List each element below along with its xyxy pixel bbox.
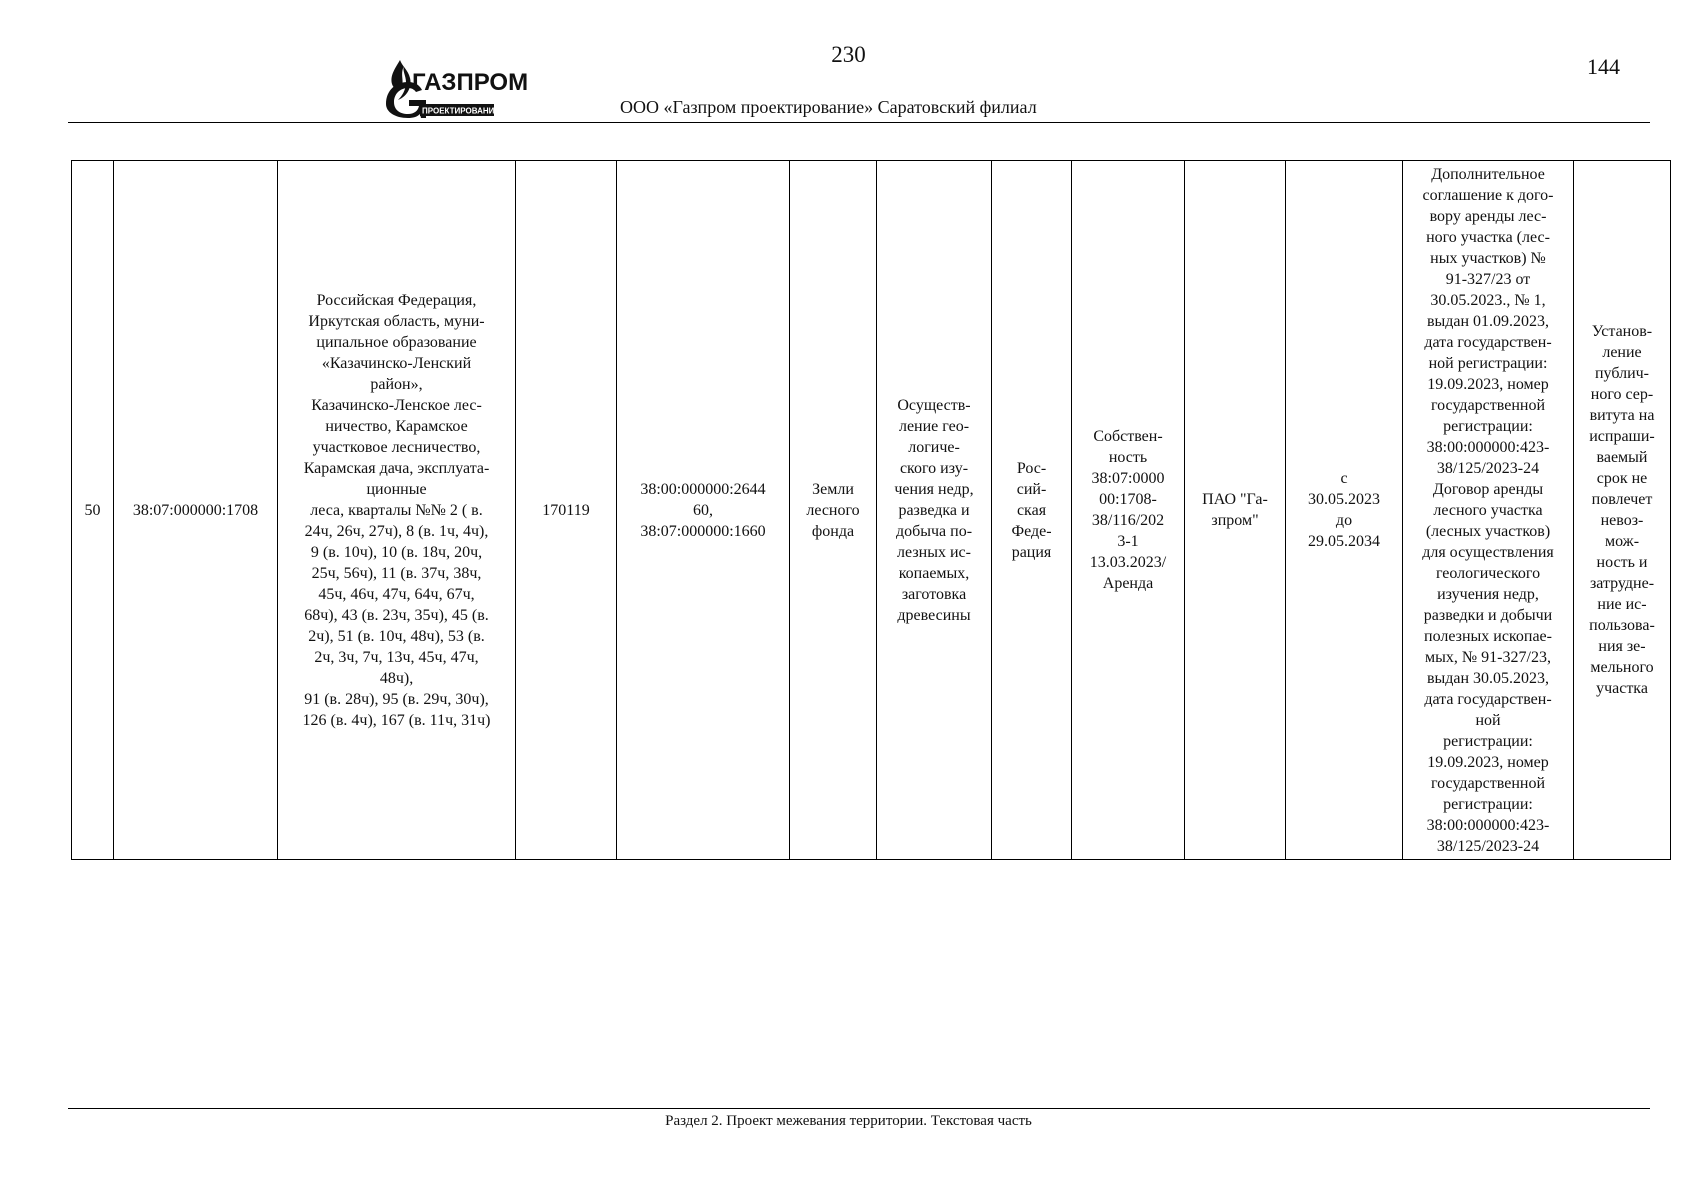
footer-section-title: Раздел 2. Проект межевания территории. Текстовая часть — [665, 1113, 1032, 1129]
svg-text:ГАЗПРОМ: ГАЗПРОМ — [412, 69, 529, 96]
svg-text:ПРОЕКТИРОВАНИЕ: ПРОЕКТИРОВАНИЕ — [422, 106, 500, 116]
cell-area: 170119 — [516, 161, 617, 860]
gazprom-flame-icon — [382, 56, 529, 118]
cell-related-cadastral: 38:00:000000:2644 60, 38:07:000000:1660 — [617, 161, 790, 860]
cell-right-type: Собствен- ность 38:07:0000 00:1708- 38/116/202 3-1 13.03.2023/ Аренда — [1072, 161, 1185, 860]
cell-owner: Рос- сий- ская Феде- рация — [992, 161, 1072, 860]
cell-address: Российская Федерация, Иркутская область, муни- ципальное образование «Казачинско-Ленский район», Казачинско-Ленское лес- ничество, Карамское участковое лесничество, Карамская дача, эксплуата- ционные леса, кварталы №№ 2 ( в. 24ч, 26ч, 27ч), 8 (в. 1ч, 4ч), 9 (в. 10ч), 10 (в. 18ч, 20ч, 25ч, 56ч), 11 (в. 37ч, 38ч, 45ч, 46ч, 47ч, 64ч, 67ч, 68ч), 43 (в. 23ч, 35ч), 45 (в. 2ч), 51 (в. 10ч, 48ч), 53 (в. 2ч, 3ч, 7ч, 13ч, 45ч, 47ч, 48ч), 91 (в. 28ч), 95 (в. 29ч, 30ч), 126 (в. 4ч), 167 (в. 11ч, 31ч) — [278, 161, 516, 860]
cell-permitted-use: Осуществ- ление гео- логиче- ского изу- чения недр, разведка и добыча по- лезных ис- копаемых, заготовка древесины — [877, 161, 992, 860]
land-plot-table — [71, 160, 1671, 860]
cell-cadastral-number: 38:07:000000:1708 — [114, 161, 278, 860]
gazprom-logo — [382, 56, 529, 118]
cell-land-category: Земли лесного фонда — [790, 161, 877, 860]
cell-note: Установ- ление публич- ного сер- витута на испраши- ваемый срок не повлечет невоз- мож- ность и затрудне- ние ис- пользова- ния зе- мельного участка — [1574, 161, 1671, 860]
cell-right-holder: ПАО "Га- зпром" — [1185, 161, 1286, 860]
cell-term: с 30.05.2023 до 29.05.2034 — [1286, 161, 1403, 860]
organization-header: ООО «Газпром проектирование» Саратовский филиал — [620, 97, 1037, 117]
cell-document: Дополнительное соглашение к дого- вору аренды лес- ного участка (лес- ных участков) № 91-327/23 от 30.05.2023., № 1, выдан 01.09.2023, дата государствен- ной регистрации: 19.09.2023, номер государственной регистрации: 38:00:000000:423- 38/125/2023-24 Договор аренды лесного участка (лесных участков) для осуществления геологического изучения недр, разведки и добычи полезных ископае- мых, № 91-327/23, выдан 30.05.2023, дата государствен- ной регистрации: 19.09.2023, номер государственной регистрации: 38:00:000000:423- 38/125/2023-24 — [1403, 161, 1574, 860]
header-rule — [68, 122, 1650, 123]
page-number-right: 144 — [1587, 54, 1620, 79]
cell-number: 50 — [72, 161, 114, 860]
table-row — [72, 161, 1671, 860]
page-number-top: 230 — [831, 42, 866, 67]
footer-rule — [68, 1108, 1650, 1109]
